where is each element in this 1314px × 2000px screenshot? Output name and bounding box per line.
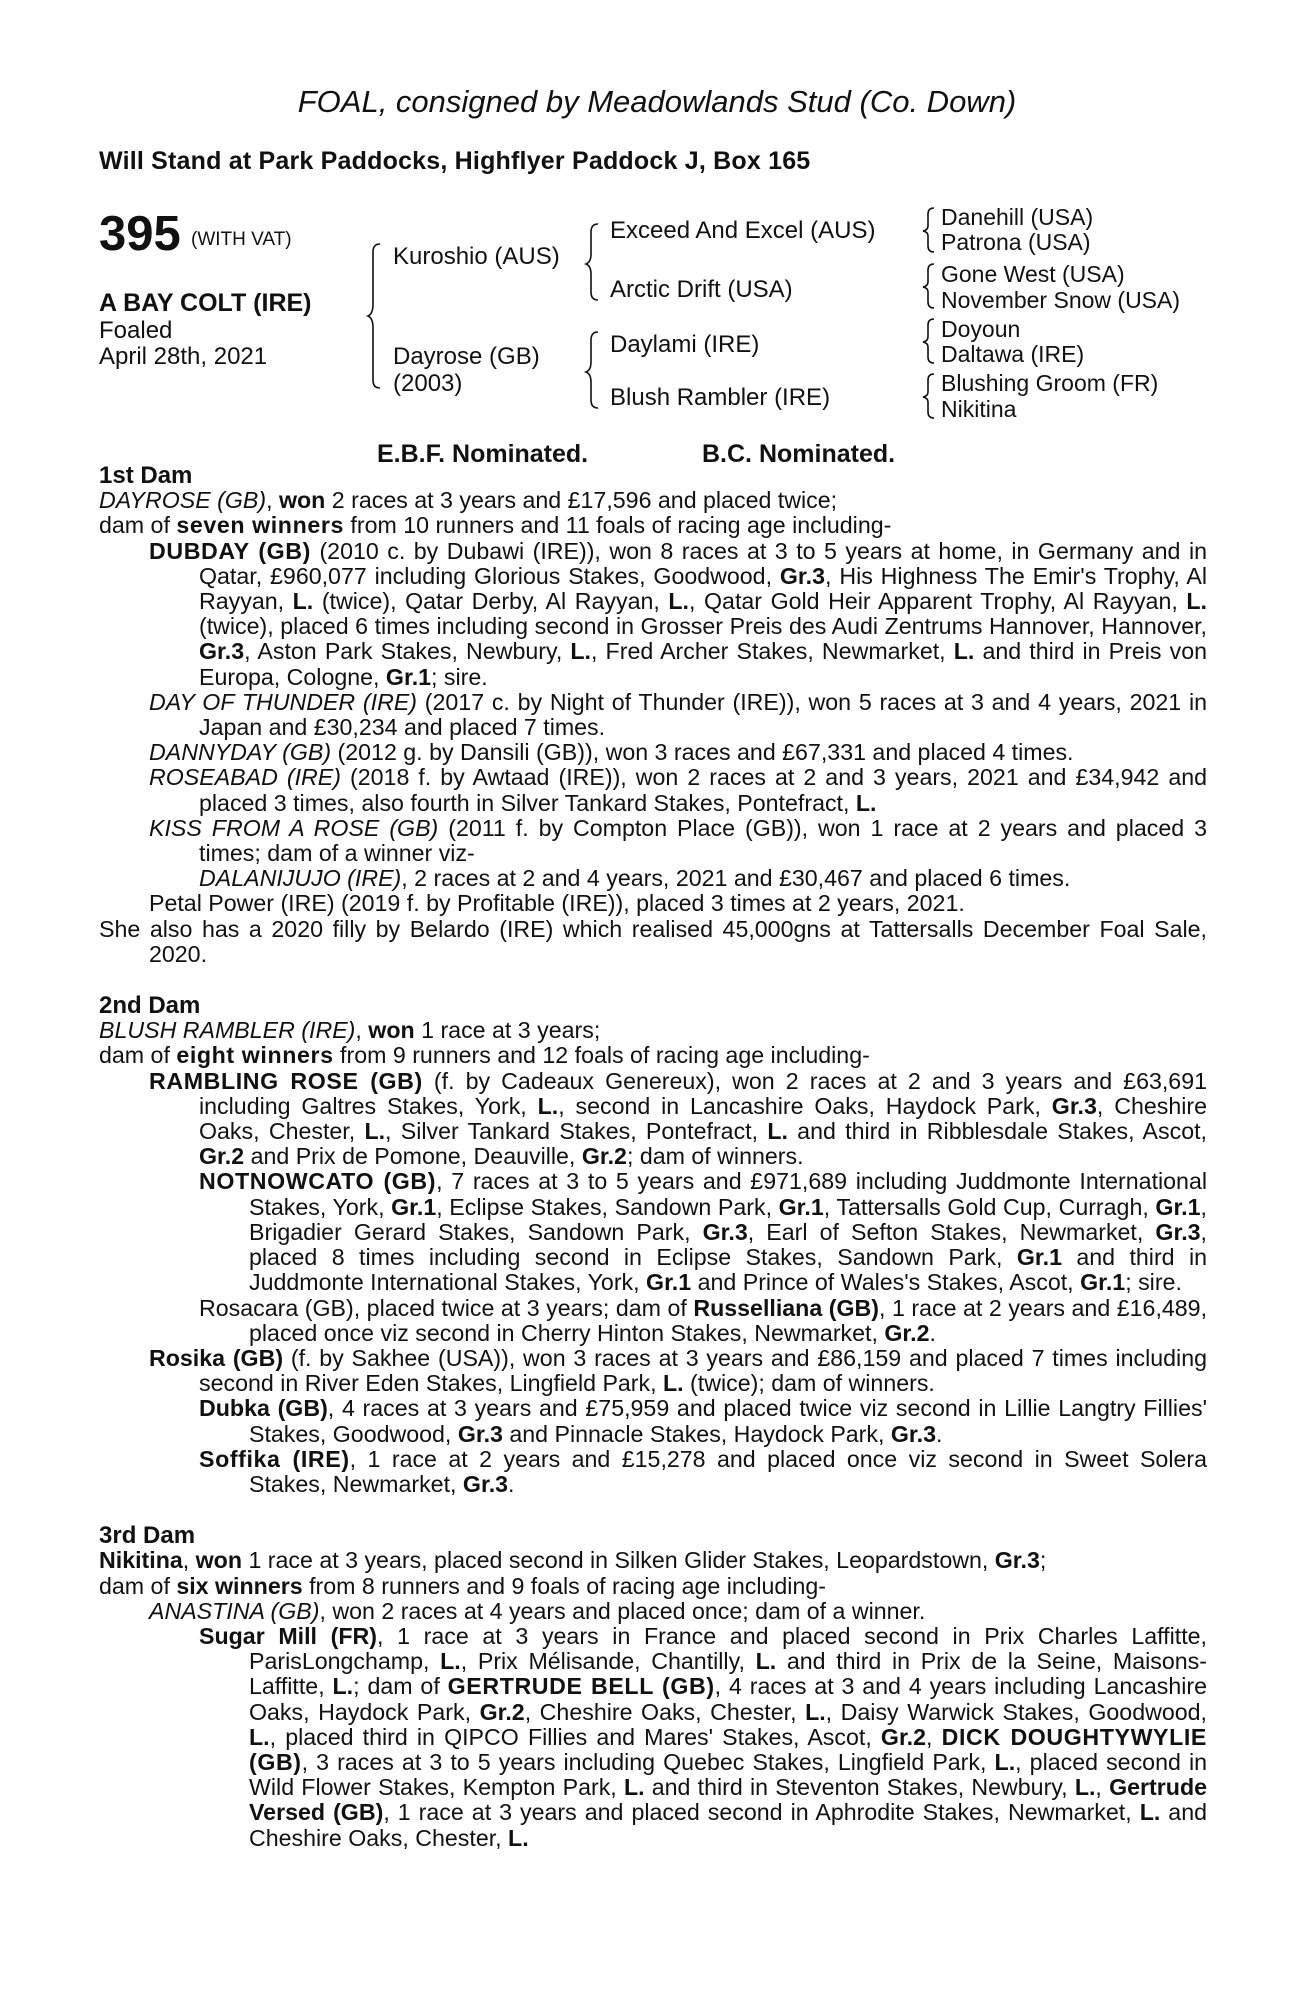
pedigree-bracket-main [368,242,388,392]
progeny-day-of-thunder: DAY OF THUNDER (IRE) (2017 c. by Night of Thunder (IRE)), won 5 races at 3 and 4 years, 2021 in Japan and £30,234 and placed 7 times. [149,688,1207,741]
progeny-soffika: Soffika (IRE), 1 race at 2 years and £15,278 and placed once viz second in Sweet Solera Stakes, Newmarket, Gr.3. [199,1445,1207,1497]
pedigree-bracket-ds [922,317,938,365]
progeny-rosika: Rosika (GB) (f. by Sakhee (USA)), won 3 races at 3 years and £86,159 and placed 7 times including second in River Eden Stakes, Lingfield Park, L. (twice); dam of winners. [149,1344,1207,1397]
ebf-nomination: E.B.F. Nominated. [377,440,589,468]
pedigree-ds-sire: Doyoun [941,316,1021,342]
progeny-rambling-rose: RAMBLING ROSE (GB) (f. by Cadeaux Genereux), won 2 races at 2 and 3 years and £63,691 including Galtres Stakes, York, L., second in Lancashire Oaks, Haydock Park, Gr.3, Cheshire Oaks, Chester, L., Silver Tankard Stakes, Pontefract, L. and third in Ribblesdale Stakes, Ascot, Gr.2 and Prix de Pomone, Deauville, Gr.2; dam of winners. [149,1067,1207,1170]
progeny-kiss-from-a-rose: KISS FROM A ROSE (GB) (2011 f. by Compton Place (GB)), won 1 race at 2 years and placed 3 times; dam of a winner viz- [149,814,1207,867]
pedigree-sd-sire: Gone West (USA) [941,261,1125,287]
pedigree-ss-dam: Patrona (USA) [941,229,1091,255]
consignor-line: FOAL, consigned by Meadowlands Stud (Co. Down) [297,84,1017,119]
pedigree-ds-dam: Daltawa (IRE) [941,341,1085,367]
pedigree-dam-dam: Blush Rambler (IRE) [610,384,831,411]
second-dam-record: BLUSH RAMBLER (IRE), won 1 race at 3 years; [99,1017,601,1044]
bc-nomination: B.C. Nominated. [702,440,896,468]
progeny-notnowcato: NOTNOWCATO (GB), 7 races at 3 to 5 years and £971,689 including Juddmonte International Stakes, York, Gr.1, Eclipse Stakes, Sandown Park, Gr.1, Tattersalls Gold Cup, Curragh, Gr.1, Brigadier Gerard Stakes, Sandown Park, Gr.3, Earl of Sefton Stakes, Newmarket, Gr.3, placed 8 times including second in Eclipse Stakes, Sandown Park, Gr.1 and third in Juddmonte International Stakes, York, Gr.1 and Prince of Wales's Stakes, Ascot, Gr.1; sire. [199,1168,1208,1296]
pedigree-dam: Dayrose (GB) [393,343,540,370]
progeny-note-2020-filly: She also has a 2020 filly by Belardo (IRE) which realised 45,000gns at Tattersalls December Foal Sale, 2020. [99,915,1207,967]
pedigree-dam-sire: Daylami (IRE) [610,331,760,358]
second-dam-heading: 2nd Dam [99,992,201,1020]
vat-note: (WITH VAT) [191,229,292,250]
pedigree-bracket-ss [922,206,938,254]
pedigree-bracket-dd [922,372,938,420]
foaled-label: Foaled [99,317,173,344]
pedigree-dd-sire: Blushing Groom (FR) [941,370,1159,396]
pedigree-sire-dam: Arctic Drift (USA) [610,276,793,303]
progeny-rosacara: Rosacara (GB), placed twice at 3 years; dam of Russelliana (GB), 1 race at 2 years and £16,489, placed once viz second in Cherry Hinton Stakes, Newmarket, Gr.2. [199,1294,1208,1346]
second-dam-produce-summary: dam of eight winners from 9 runners and 12 foals of racing age including- [99,1042,870,1069]
pedigree-bracket-sd [922,262,938,310]
lot-title: A BAY COLT (IRE) [99,289,312,317]
progeny-dubday: DUBDAY (GB) (2010 c. by Dubawi (IRE)), won 8 races at 3 to 5 years at home, in Germany and in Qatar, £960,077 including Glorious Stakes, Goodwood, Gr.3, His Highness The Emir's Trophy, Al Rayyan, L. (twice), Qatar Derby, Al Rayyan, L., Qatar Gold Heir Apparent Trophy, Al Rayyan, L. (twice), placed 6 times including second in Grosser Preis des Audi Zentrums Hannover, Hannover, Gr.3, Aston Park Stakes, Newbury, L., Fred Archer Stakes, Newmarket, L. and third in Preis von Europa, Cologne, Gr.1; sire. [149,537,1207,690]
third-dam-heading: 3rd Dam [99,1522,196,1550]
first-dam-heading: 1st Dam [99,462,193,489]
first-dam-produce-summary: dam of seven winners from 10 runners and 11 foals of racing age including- [99,512,892,539]
progeny-dubka: Dubka (GB), 4 races at 3 years and £75,959 and placed twice viz second in Lillie Langtry Fillies' Stakes, Goodwood, Gr.3 and Pinnacle Stakes, Haydock Park, Gr.3. [199,1395,1207,1447]
third-dam-produce-summary: dam of six winners from 8 runners and 9 foals of racing age including- [99,1572,826,1599]
pedigree-sire-sire: Exceed And Excel (AUS) [610,217,876,244]
progeny-anastina: ANASTINA (GB), won 2 races at 4 years and placed once; dam of a winner. [149,1597,926,1624]
foaled-date: April 28th, 2021 [99,343,268,370]
progeny-petal-power: Petal Power (IRE) (2019 f. by Profitable (IRE)), placed 3 times at 2 years, 2021. [149,890,965,917]
progeny-dannyday: DANNYDAY (GB) (2012 g. by Dansili (GB)), won 3 races and £67,331 and placed 4 times. [149,739,1074,766]
pedigree-dam-year: (2003) [393,370,463,397]
catalogue-text [99,463,1207,1851]
stand-location: Will Stand at Park Paddocks, Highflyer Paddock J, Box 165 [99,147,811,175]
third-dam-record: Nikitina, won 1 race at 3 years, placed second in Silken Glider Stakes, Leopardstown, Gr.3; [99,1547,1047,1574]
lot-number: 395 [99,207,181,261]
pedigree-sd-dam: November Snow (USA) [941,287,1181,313]
pedigree-sire: Kuroshio (AUS) [393,243,560,270]
pedigree-ss-sire: Danehill (USA) [941,204,1094,230]
pedigree-dd-dam: Nikitina [941,396,1017,422]
first-dam-record: DAYROSE (GB), won 2 races at 3 years and £17,596 and placed twice; [99,487,838,514]
progeny-dalanijujo: DALANIJUJO (IRE), 2 races at 2 and 4 years, 2021 and £30,467 and placed 6 times. [199,865,1071,892]
progeny-roseabad: ROSEABAD (IRE) (2018 f. by Awtaad (IRE)), won 2 races at 2 and 3 years, 2021 and £34,942 and placed 3 times, also fourth in Silver Tankard Stakes, Pontefract, L. [149,764,1208,816]
progeny-sugar-mill: Sugar Mill (FR), 1 race at 3 years in France and placed second in Prix Charles Laffitte, ParisLongchamp, L., Prix Mélisande, Chantilly, L. and third in Prix de la Seine, Maisons-Laffitte, L.; dam of GERTRUDE BELL (GB), 4 races at 3 and 4 years including Lancashire Oaks, Haydock Park, Gr.2, Cheshire Oaks, Chester, L., Daisy Warwick Stakes, Goodwood, L., placed third in QIPCO Fillies and Mares' Stakes, Ascot, Gr.2, DICK DOUGHTYWYLIE (GB), 3 races at 3 to 5 years including Quebec Stakes, Lingfield Park, L., placed second in Wild Flower Stakes, Kempton Park, L. and third in Steventon Stakes, Newbury, L., Gertrude Versed (GB), 1 race at 3 years and placed second in Aphrodite Stakes, Newmarket, L. and Cheshire Oaks, Chester, L. [199,1622,1208,1851]
pedigree-bracket-sire [586,222,606,302]
pedigree-bracket-dam [586,330,606,410]
